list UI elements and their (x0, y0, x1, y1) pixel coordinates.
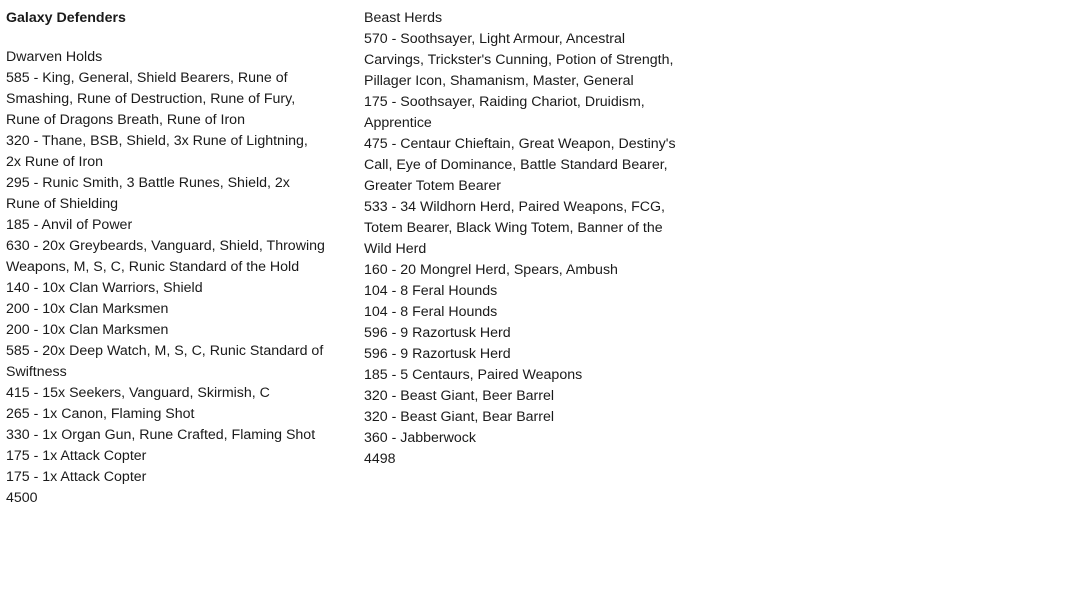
list-entry: 585 - King, General, Shield Bearers, Rune of Smashing, Rune of Destruction, Rune of Fury, Rune of Dragons Breath, Rune of Iron (6, 70, 296, 128)
list-entry: 160 - 20 Mongrel Herd, Spears, Ambush (364, 262, 618, 278)
right-army-total: 4498 (364, 451, 396, 467)
list-entry: 320 - Thane, BSB, Shield, 3x Rune of Lightning, 2x Rune of Iron (6, 133, 308, 170)
document-title: Galaxy Defenders (6, 10, 126, 26)
title-spacer (6, 29, 326, 47)
list-entry: 140 - 10x Clan Warriors, Shield (6, 280, 203, 296)
list-entry: 585 - 20x Deep Watch, M, S, C, Runic Standard of Swiftness (6, 343, 324, 380)
list-entry: 533 - 34 Wildhorn Herd, Paired Weapons, FCG, Totem Bearer, Black Wing Totem, Banner of the Wild Herd (364, 199, 665, 257)
list-entry: 104 - 8 Feral Hounds (364, 304, 498, 320)
list-entry: 175 - Soothsayer, Raiding Chariot, Druidism, Apprentice (364, 94, 645, 131)
right-army-name: Beast Herds (364, 10, 443, 26)
left-column (6, 8, 326, 509)
list-entry: 200 - 10x Clan Marksmen (6, 322, 169, 338)
list-entry: 570 - Soothsayer, Light Armour, Ancestral Carvings, Trickster's Cunning, Potion of Strength, Pillager Icon, Shamanism, Master, General (364, 31, 674, 89)
list-entry: 104 - 8 Feral Hounds (364, 283, 498, 299)
left-army-list (6, 68, 326, 488)
list-entry: 200 - 10x Clan Marksmen (6, 301, 169, 317)
list-entry: 265 - 1x Canon, Flaming Shot (6, 406, 195, 422)
right-army-list (364, 29, 684, 449)
list-entry: 630 - 20x Greybeards, Vanguard, Shield, Throwing Weapons, M, S, C, Runic Standard of the Hold (6, 238, 325, 275)
list-entry: 596 - 9 Razortusk Herd (364, 346, 511, 362)
list-entry: 185 - Anvil of Power (6, 217, 133, 233)
left-army-total: 4500 (6, 490, 38, 506)
list-entry: 475 - Centaur Chieftain, Great Weapon, Destiny's Call, Eye of Dominance, Battle Standard Bearer, Greater Totem Bearer (364, 136, 676, 194)
list-entry: 295 - Runic Smith, 3 Battle Runes, Shield, 2x Rune of Shielding (6, 175, 290, 212)
list-entry: 175 - 1x Attack Copter (6, 469, 147, 485)
list-entry: 415 - 15x Seekers, Vanguard, Skirmish, C (6, 385, 270, 401)
list-entry: 185 - 5 Centaurs, Paired Weapons (364, 367, 583, 383)
list-entry: 596 - 9 Razortusk Herd (364, 325, 511, 341)
left-army-name: Dwarven Holds (6, 49, 103, 65)
list-entry: 320 - Beast Giant, Beer Barrel (364, 388, 555, 404)
list-entry: 360 - Jabberwock (364, 430, 476, 446)
list-entry: 175 - 1x Attack Copter (6, 448, 147, 464)
list-entry: 330 - 1x Organ Gun, Rune Crafted, Flaming Shot (6, 427, 316, 443)
right-column (364, 8, 684, 470)
list-entry: 320 - Beast Giant, Bear Barrel (364, 409, 555, 425)
